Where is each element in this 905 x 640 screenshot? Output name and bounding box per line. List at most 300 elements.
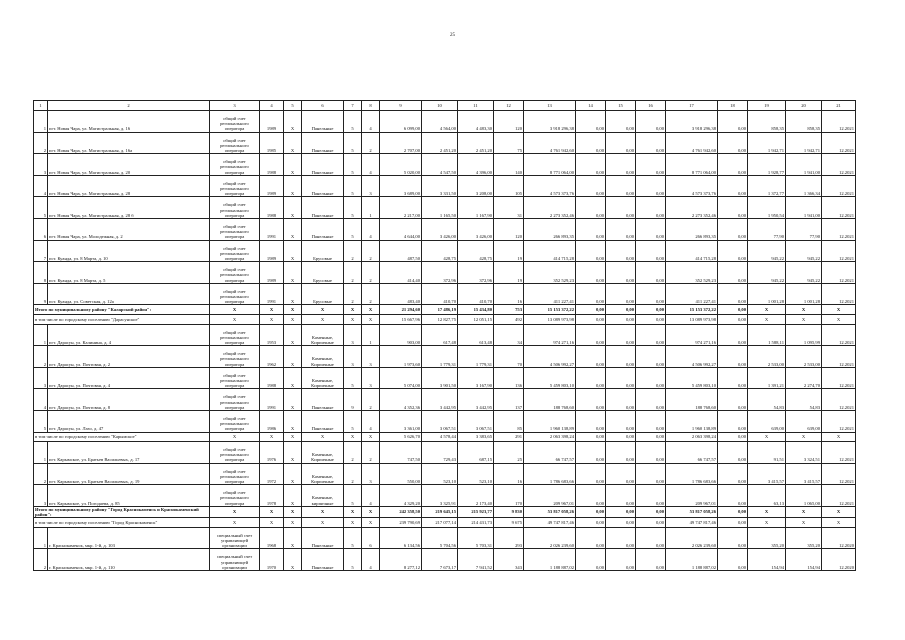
table-cell: 1 188 887,02 [666,549,718,571]
table-cell: 0,00 [576,262,606,284]
table-cell: 523,10 [422,463,458,485]
table-cell: 4 352,36 [380,389,422,411]
table-cell: 154,94 [748,549,786,571]
table-cell: 5 704,56 [422,527,458,549]
table-cell: 5 [344,485,362,507]
table-cell: 0,00 [718,175,748,197]
table-cell: 219 645,15 [422,506,458,517]
table-cell: 2 451,20 [458,132,494,154]
table-cell: 550,00 [380,463,422,485]
table-cell: 1989 [260,262,284,284]
table-cell: 5 703,31 [458,527,494,549]
table-cell: 352 529,23 [666,262,718,284]
table-cell: Каменные, Кирпичные [302,346,344,368]
table-cell: 1 941,00 [786,197,822,219]
table-cell: 1 588,11 [748,324,786,346]
table-cell: 12.2020 [822,527,856,549]
table-cell: Х [260,506,284,517]
table-cell: 34 [494,324,524,346]
table-cell: 2 707,00 [380,132,422,154]
table-cell: Панельные [302,197,344,219]
table-cell: 1972 [260,463,284,485]
table-cell: 0,00 [606,197,636,219]
table-cell: 63,13 [748,485,786,507]
table-cell: Х [822,314,856,324]
table-cell: 0,00 [606,111,636,133]
table-cell: Панельные [302,527,344,549]
table-cell: общий счет регионального оператора [210,367,260,389]
table-cell: 12.2021 [822,346,856,368]
table-cell: 5 [344,197,362,219]
column-header: 12 [494,101,524,111]
table-cell: 0,00 [576,442,606,464]
table-cell: Х [210,506,260,517]
table-cell: 414 715,28 [666,240,718,262]
table-cell: 0,00 [718,305,748,315]
table-cell: 12.2021 [822,132,856,154]
table-cell: 0,00 [636,527,666,549]
table-cell: Х [210,432,260,442]
table-cell: 12 827,75 [422,314,458,324]
table-cell: 0,00 [718,262,748,284]
table-cell: Х [284,410,302,432]
table-cell: 0,00 [576,132,606,154]
table-cell: 372,96 [422,262,458,284]
table-cell: 1 366,34 [786,175,822,197]
table-cell: 4 [34,389,48,411]
table-cell: 414,40 [380,262,422,284]
table-cell: 12.2021 [822,240,856,262]
column-header: 8 [362,101,380,111]
table-cell: 5 [344,218,362,240]
table-cell: 3 [362,463,380,485]
table-cell: Х [284,485,302,507]
table-cell: Х [362,305,380,315]
table-cell: Х [284,197,302,219]
table-cell: 120 [494,218,524,240]
table-cell: общий счет регионального оператора [210,218,260,240]
table-cell: Х [260,305,284,315]
table-cell: 0,00 [576,527,606,549]
table-cell: 2 [362,283,380,305]
table-cell: Х [748,314,786,324]
table-cell: 0,00 [576,154,606,176]
table-cell: общий счет регионального оператора [210,389,260,411]
table-cell: 0,00 [636,240,666,262]
table-cell: 0,00 [636,154,666,176]
table-cell: 414 715,28 [524,240,576,262]
table-cell: 2 [362,240,380,262]
table-cell: Х [362,506,380,517]
table-cell: 3 331,50 [422,175,458,197]
table-cell: 3 415,57 [748,463,786,485]
table-cell: 2 [344,240,362,262]
table-cell: 0,00 [606,367,636,389]
table-cell: общий счет регионального оператора [210,442,260,464]
table-cell: 0,00 [636,442,666,464]
table-cell: 0,00 [606,389,636,411]
table-cell: 1 [34,527,48,549]
table-cell: 1 [362,324,380,346]
table-cell: 1986 [260,410,284,432]
table-cell: 9 [344,389,362,411]
table-cell: Х [284,527,302,549]
table-cell: пгт. Дарасун, ул. Лазо, д. 47 [48,410,210,432]
table-cell: пгт. Новая Чара, ул. Магистральная, д. 16а [48,132,210,154]
table-cell: 4 [362,111,380,133]
table-cell: 3 426,00 [422,218,458,240]
table-cell: 12.2021 [822,262,856,284]
table-cell: 3 442,95 [458,389,494,411]
table-cell: 0,00 [576,283,606,305]
table-cell: Каменные, Кирпичные [302,463,344,485]
table-cell: 1 001,28 [748,283,786,305]
table-cell: 753 [494,305,524,315]
table-row [34,367,856,389]
table-cell: 1 [34,324,48,346]
table-cell: 0,00 [576,506,606,517]
table-cell: 3 383,65 [458,432,494,442]
table-cell: 120 [494,111,524,133]
table-cell: Х [284,111,302,133]
subtotal-row [34,518,856,528]
table-cell: 0,00 [636,346,666,368]
table-cell: 639,00 [786,410,822,432]
table-cell: 49 747 817,46 [524,518,576,528]
table-cell: Х [362,432,380,442]
table-cell: 1 [362,197,380,219]
table-cell: Х [210,314,260,324]
table-cell: 214 431,73 [458,518,494,528]
subtotal-row [34,432,856,442]
table-cell: Х [284,175,302,197]
table-cell: Каменные, Кирпичные [302,442,344,464]
table-cell: 945,22 [786,262,822,284]
table-row [34,324,856,346]
table-cell: 217 077,14 [422,518,458,528]
table-cell: 7 941,52 [458,549,494,571]
table-cell: 0,00 [718,410,748,432]
table-cell: 0,00 [636,262,666,284]
table-cell: 31 [494,197,524,219]
table-cell: 4 564,00 [422,111,458,133]
column-header: 17 [666,101,718,111]
table-cell: 5 459 803,10 [666,367,718,389]
table-cell: 4 547,50 [422,154,458,176]
table-cell: Х [210,305,260,315]
table-cell: 4 483,30 [458,111,494,133]
table-cell: 0,00 [636,549,666,571]
table-cell: Панельные [302,111,344,133]
table-cell: 140 [494,154,524,176]
table-cell: 0,00 [576,218,606,240]
table-cell: 293 [494,527,524,549]
table-cell: 2 273 352,46 [524,197,576,219]
table-cell: 0,00 [606,527,636,549]
table-row [34,240,856,262]
column-header: 14 [576,101,606,111]
table-cell: 12.2021 [822,389,856,411]
table-cell: Х [284,218,302,240]
table-row [34,527,856,549]
table-row [34,175,856,197]
table-cell: 1989 [260,175,284,197]
table-cell: 0,00 [606,518,636,528]
table-cell: 1970 [260,549,284,571]
table-cell: 12.2021 [822,324,856,346]
table-row [34,283,856,305]
table-cell: 3 [344,346,362,368]
table-cell: 6 134,56 [380,527,422,549]
table-cell: 12 051,15 [458,314,494,324]
table-cell: 6 [34,218,48,240]
table-cell: 9 675 [494,518,524,528]
row-label: Итого по муниципальному району "Город Краснокаменск и Краснокаменский район": [34,506,210,517]
table-cell: 12.2020 [822,549,856,571]
subtotal-row [34,314,856,324]
table-cell: 410,70 [422,283,458,305]
table-cell: г. Краснокаменск, мкр. 1-й, д. 103 [48,527,210,549]
table-cell: 3 415,57 [786,463,822,485]
table-cell: общий счет регионального оператора [210,324,260,346]
table-cell: 0,00 [576,432,606,442]
table-cell: 8 277,12 [380,549,422,571]
table-cell: 5 [344,132,362,154]
table-cell: Панельные [302,389,344,411]
table-cell: Х [284,367,302,389]
table-cell: 1988 [260,154,284,176]
row-label: в том числе по городскому поселению "Карымское" [34,432,210,442]
table-cell: 70 [494,346,524,368]
table-cell: 0,00 [606,262,636,284]
table-cell: 209 967,01 [666,485,718,507]
table-cell: Брусовые [302,283,344,305]
table-cell: 3 426,00 [458,218,494,240]
table-cell: 411 227,41 [666,283,718,305]
row-label: в том числе по городскому поселению "Дарасунское" [34,314,210,324]
column-header: 1 [34,101,48,111]
table-cell: 77,90 [786,218,822,240]
table-cell: 239 790,69 [380,518,422,528]
table-cell: 5 074,00 [380,367,422,389]
table-cell: 1 165,50 [422,197,458,219]
table-cell: Х [302,305,344,315]
table-cell: 0,00 [576,518,606,528]
table-cell: Х [362,314,380,324]
table-cell: 154,94 [786,549,822,571]
table-cell: Х [748,432,786,442]
table-cell: 4 [362,154,380,176]
table-cell: 188 768,60 [666,389,718,411]
table-cell: 4 [34,175,48,197]
table-cell: 2 [344,463,362,485]
table-cell: 355,20 [786,527,822,549]
table-cell: 945,22 [786,240,822,262]
table-cell: общий счет регионального оператора [210,111,260,133]
table-row [34,132,856,154]
table-cell: общий счет регионального оператора [210,346,260,368]
table-cell: 3 [34,485,48,507]
table-cell: 974 271,16 [666,324,718,346]
table-cell: общий счет регионального оператора [210,132,260,154]
table-cell: 4 644,00 [380,218,422,240]
table-cell: 291 [494,432,524,442]
table-row [34,410,856,432]
table-cell: 0,00 [576,410,606,432]
table-cell: пгт. Дарасун, ул. Почтовая, д. 2 [48,346,210,368]
table-cell: Х [786,506,822,517]
table-cell: 0,00 [606,240,636,262]
column-header: 10 [422,101,458,111]
table-cell: 2 [34,463,48,485]
table-cell: 170 [494,485,524,507]
table-cell: пгт. Новая Чара, ул. Магистральная, д. 16 [48,111,210,133]
table-cell: 858,35 [748,111,786,133]
table-cell: 3 167,90 [458,367,494,389]
table-cell: пгт. Карымское, ул. Братьев Васильевых, д. 19 [48,463,210,485]
table-cell: 2 [34,549,48,571]
table-cell: 9 [34,283,48,305]
table-cell: 3 689,00 [380,175,422,197]
table-cell: 0,00 [636,518,666,528]
table-cell: 3 [344,324,362,346]
table-cell: 0,00 [718,518,748,528]
table-cell: Х [344,432,362,442]
table-cell: Х [284,549,302,571]
table-cell: 5 [344,367,362,389]
table-cell: 4 578,44 [422,432,458,442]
table-cell: 2 [34,132,48,154]
column-header: 18 [718,101,748,111]
table-cell: 0,00 [606,283,636,305]
table-cell: 2 217,00 [380,197,422,219]
table-cell: Х [822,432,856,442]
table-cell: 4 [362,410,380,432]
table-cell: Х [284,283,302,305]
table-cell: 3 361,00 [380,410,422,432]
table-cell: 12.2021 [822,485,856,507]
table-cell: 0,00 [718,283,748,305]
table-cell: Х [260,432,284,442]
table-cell: 7 673,17 [422,549,458,571]
table-cell: 0,00 [606,549,636,571]
table-cell: 1988 [260,197,284,219]
table-cell: 0,00 [718,442,748,464]
table-cell: 687,15 [458,442,494,464]
table-cell: 487,50 [380,240,422,262]
table-cell: 492 [494,314,524,324]
table-cell: специальный счет управляющей организации [210,527,260,549]
table-cell: общий счет регионального оператора [210,175,260,197]
table-cell: Панельные [302,549,344,571]
table-cell: Х [786,314,822,324]
table-row [34,111,856,133]
table-cell: 0,00 [576,305,606,315]
table-cell: 1991 [260,218,284,240]
table-cell: 0,00 [636,314,666,324]
table-cell: 66 747,57 [524,442,576,464]
column-header: 7 [344,101,362,111]
column-header: 11 [458,101,494,111]
table-cell: 9 830 [494,506,524,517]
table-cell: 0,00 [576,197,606,219]
table-cell: пгт. Дарасун, ул. Почтовая, д. 8 [48,389,210,411]
table-cell: Х [748,518,786,528]
table-cell: 1 391,21 [748,367,786,389]
table-cell: 5 459 803,10 [524,367,576,389]
table-cell: 1 001,28 [786,283,822,305]
table-cell: 0,00 [636,305,666,315]
table-cell: 12.2021 [822,410,856,432]
table-cell: Х [344,305,362,315]
table-cell: 0,00 [576,485,606,507]
table-cell: 266 893,35 [666,218,718,240]
table-cell: 747,50 [380,442,422,464]
table-cell: 2 026 239,60 [524,527,576,549]
table-cell: 0,00 [636,485,666,507]
table-cell: 3 067,51 [422,410,458,432]
column-header: 21 [822,101,856,111]
table-cell: 0,00 [606,410,636,432]
table-cell: 105 [494,175,524,197]
table-cell: пст. Куанда, ул. 8 Марта, д. 5 [48,262,210,284]
column-header: 9 [380,101,422,111]
table-cell: Х [822,518,856,528]
table-cell: 729,43 [422,442,458,464]
table-cell: 945,22 [748,262,786,284]
table-cell: 12.2021 [822,154,856,176]
table-cell: 12.2021 [822,463,856,485]
table-cell: 2 274,70 [786,367,822,389]
table-cell: 0,00 [576,389,606,411]
table-cell: 15 153 372,22 [524,305,576,315]
table-cell: Х [284,262,302,284]
table-cell: 0,00 [606,218,636,240]
table-cell: 1991 [260,389,284,411]
table-cell: 1 779,31 [458,346,494,368]
table-cell: 3 918 296,38 [666,111,718,133]
table-cell: 639,00 [748,410,786,432]
table-cell: 1976 [260,442,284,464]
table-cell: 4 761 942,60 [666,132,718,154]
table-cell: Х [284,389,302,411]
table-cell: 1 [34,111,48,133]
table-cell: 12.2021 [822,442,856,464]
table-cell: 974 271,16 [524,324,576,346]
table-cell: 1 928,77 [748,154,786,176]
table-cell: 0,00 [606,324,636,346]
table-cell: 0,00 [718,389,748,411]
table-cell: Х [302,314,344,324]
table-cell: пгт. Карымское, ул. Погодаева, д. 85 [48,485,210,507]
table-cell: Х [260,518,284,528]
table-cell: Х [210,518,260,528]
table-cell: Х [786,518,822,528]
table-cell: 0,00 [718,463,748,485]
table-row [34,442,856,464]
table-cell: общий счет регионального оператора [210,154,260,176]
table-cell: 0,00 [718,240,748,262]
table-cell: 1 372,77 [748,175,786,197]
table-cell: 0,00 [718,111,748,133]
table-cell: 1 095,99 [786,324,822,346]
table-cell: 136 [494,367,524,389]
total-row [34,506,856,517]
table-cell: 1 950,54 [748,197,786,219]
table-cell: 3 442,95 [422,389,458,411]
table-cell: 188 768,60 [524,389,576,411]
table-cell: 0,00 [718,154,748,176]
